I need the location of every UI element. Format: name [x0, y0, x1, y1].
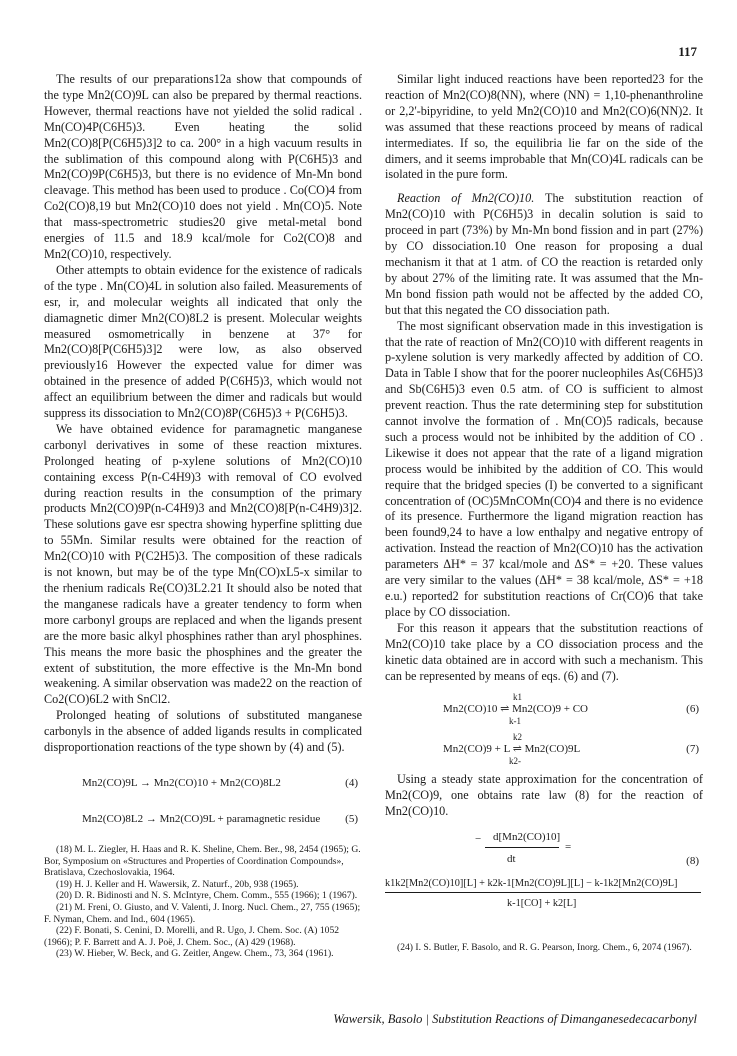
running-footer: Wawersik, Basolo | Substitution Reactions of Dimanganesedecacarbonyl — [333, 1012, 697, 1026]
equation-number: (4) — [345, 776, 358, 789]
fraction-bar — [385, 892, 701, 893]
rate-constant-reverse: k2- — [509, 756, 521, 767]
footnote: (22) F. Bonati, S. Cenini, D. Morelli, and R. Ugo, J. Chem. Soc. (A) 1052 (1966); P. F. Barrett and A. J. Poë, J. Chem. Soc., (A) 429 (1968). — [44, 925, 340, 948]
rate-constant-reverse: k-1 — [509, 716, 521, 727]
left-column — [44, 72, 362, 960]
equation-body: Mn2(CO)9L → Mn2(CO)10 + Mn2(CO)8L2 — [82, 776, 281, 789]
footnote: (21) M. Freni, O. Giusto, and V. Valenti, J. Inorg. Nucl. Chem., 27, 755 (1965); F. Nyman, Chem. and Ind., 604 (1965). — [44, 901, 361, 925]
rate-constant-forward: k2 — [513, 732, 522, 743]
equation-4 — [44, 770, 362, 798]
footnotes — [385, 942, 703, 954]
fraction-bar — [485, 847, 559, 848]
section-heading: Reaction of Mn2(CO)10. — [397, 191, 535, 206]
paragraph-text: The substitution reaction of Mn2(CO)10 with P(C6H5)3 in decalin solution is said to proceed in part (73%) by Mn-Mn bond fission and in part (27%) by CO dissociation.10 One reason for proposing a dual mechanism it that at 1 atm. of CO the reaction is retarded only by about 27% of the limiting rate. It was assumed that the Mn-Mn bond fission path would not be affected by the added CO, but that this negated the CO dissociation path. — [385, 191, 704, 317]
paragraph: We have obtained evidence for paramagnetic manganese carbonyl derivatives in some of these reaction mixtures. Prolonged heating of p-xylene solutions of Mn2(CO)10 containing excess P(n-C4H9)3 with removal of CO evolved during reaction results in the consumption of the primary products Mn2(CO)9P(n-C4H9)3 and Mn2(CO)8[P(n-C4H9)3]2. These solutions gave esr spectra showing hyperfine splitting due to 55Mn. Similar results were obtained for the reaction of Mn2(CO)10 with P(C2H5)3. The composition of these radicals is not known, but may be of the type Mn(CO)xL5-x similar to the rhenium radicals Re(CO)3L2.21 It should also be noted that the manganese radicals have a greater tendency to form when more carbonyl groups are replaced and when the ligands present are the more basic alkyl phosphines rather than aryl phosphines. This means the more basic the phosphines and the greater the extent of substitution, the more effective is the Mn-Mn bond weakening. A similar observation was made22 on the reaction of Co2(CO)6L2 with SnCl2. — [44, 421, 362, 707]
equals-sign: = — [565, 841, 572, 854]
minus-sign: − — [475, 833, 482, 846]
equation-5 — [44, 806, 362, 834]
paragraph: Using a steady state approximation for the concentration of Mn2(CO)9, one obtains rate law (8) for the reaction of Mn2(CO)10. — [385, 772, 703, 819]
rate-law-denominator: k-1[CO] + k2[L] — [507, 898, 577, 910]
footnote: (20) D. R. Bidinosti and N. S. McIntyre, Chem. Comm., 555 (1966); 1 (1967). — [56, 890, 358, 902]
footnote: (18) M. L. Ziegler, H. Haas and R. K. Sheline, Chem. Ber., 98, 2454 (1965); G. Bor, Symposium on «Structures and Properties of Coordination Compounds», Bratislava, Czechoslovakia, 1964. — [44, 843, 361, 879]
equation-body: Mn2(CO)10 ⇌ Mn2(CO)9 + CO — [443, 703, 588, 716]
footnote: (23) W. Hieber, W. Beck, and G. Zeitler, Angew. Chem., 73, 364 (1961). — [56, 948, 334, 960]
equation-number: (5) — [345, 812, 358, 825]
rate-law-numerator: k1k2[Mn2(CO)10][L] + k2k-1[Mn2(CO)9L][L] − k-1k2[Mn2(CO)9L] — [385, 878, 678, 890]
paragraph: Similar light induced reactions have been reported23 for the reaction of Mn2(CO)8(NN), where (NN) = 1,10-phenanthroline or 2,2'-bipyridine, to yeld Mn2(CO)10 and Mn2(CO)6(NN)2. It was assumed that these reactions proceed by means of radical intermediates. If so, the equilibria lie far on the side of the dimers, and it seems improbable that Mn(CO)4L radicals can be isolated in the pure form. — [385, 72, 703, 182]
equation-number: (6) — [686, 703, 699, 716]
equation-body: Mn2(CO)9 + L ⇌ Mn2(CO)9L — [443, 743, 581, 756]
footnote: (24) I. S. Butler, F. Basolo, and R. G. Pearson, Inorg. Chem., 6, 2074 (1967). — [397, 942, 692, 954]
paragraph: The most significant observation made in this investigation is that the rate of reaction of Mn2(CO)10 with different reagents in p-xylene solution is very markedly affected by addition of CO. Data in Table I show that for the poorer nucleophiles As(C6H5)3 and Sb(C6H5)3 even 0.5 atm. of CO is sufficient to almost prevent reaction. Thus the rate determining step for substitution cannot involve the formation of . Mn(CO)5 radicals, because such a process would not be inhibited by the addition of CO . Likewise it does not appear that the rate of a ligand migration process would be inhibited by the addition of CO. This would require that the bridged species (I) be converted to a significant concentration of (OC)5MnCOMn(CO)4 and there is no evidence of its presence. Furthermore the ligand migration reaction has been found9,24 to have a low enthalpy and negative entropy of activation. Instead the reaction of Mn2(CO)10 has the activation parameters ΔH* = 37 kcal/mole and ΔS* = +20. These values are very similar to the values (ΔH* = 38 kcal/mole, ΔS* = +18 e.u.) reported2 for substitution reactions of Cr(CO)6 that take place by CO dissociation. — [385, 318, 703, 619]
paragraph: Prolonged heating of solutions of substituted manganese carbonyls in the absence of added ligands results in complicated disproportionation reactions of the type shown by (4) and (5). — [44, 708, 362, 755]
paragraph — [385, 191, 703, 318]
equation-8 — [385, 830, 703, 912]
paragraph: The results of our preparations12a show that compounds of the type Mn2(CO)9L can also be prepared by thermal reactions. However, thermal reactions have not yielded the solid radical . Mn(CO)4P(C6H5)3. Even heating the solid Mn2(CO)8[P(C6H5)3]2 to ca. 200° in a high vacuum results in the sublimation of this compound along with P(C6H5)3 and Mn2(CO)9P(C6H5)3, but there is no evidence of Mn-Mn bond cleavage. This method has been used to produce . Co(CO)4 from Co2(CO)8,19 but Mn2(CO)10 does not yield . Mn(CO)5. Note that mass-spectrometric studies20 give metal-metal bond energies of 11.5 and 18.9 kcal/mole for Co2(CO)8 and Mn2(CO)10, respectively. — [44, 72, 362, 261]
page-number: 117 — [678, 44, 697, 59]
derivative-numerator: d[Mn2(CO)10] — [493, 831, 561, 844]
equation-6 — [385, 690, 703, 727]
footnote: (19) H. J. Keller and H. Wawersik, Z. Naturf., 20b, 938 (1965). — [56, 878, 299, 890]
equation-number: (8) — [686, 855, 699, 868]
paragraph: For this reason it appears that the substitution reactions of Mn2(CO)10 take place by a CO dissociation process and the kinetic data obtained are in accord with such a mechanism. This can be represented by means of eqs. (6) and (7). — [385, 620, 703, 683]
right-column — [385, 72, 703, 954]
equation-body: Mn2(CO)8L2 → Mn2(CO)9L + paramagnetic residue — [82, 812, 321, 825]
paragraph: Other attempts to obtain evidence for the existence of radicals of the type . Mn(CO)4L in solution also failed. Measurements of esr, ir, and molecular weights all indicated that only the diamagnetic dimer Mn2(CO)8L2 is present. Molecular weights measured osmometrically in benzene at 37° for Mn2(CO)8[P(C6H5)3]2 were low, as also observed previously16 However the expected value for dimer was obtained in the presence of added P(C6H5)3, which would not affect an equilibrium between the dimer and radicals but would suppress its dissociation to Mn2(CO)8P(C6H5)3 + P(C6H5)3. — [44, 262, 362, 421]
equation-number: (7) — [686, 743, 699, 756]
footnotes — [44, 844, 362, 960]
rate-constant-forward: k1 — [513, 692, 522, 703]
derivative-denominator: dt — [507, 853, 516, 866]
equation-7 — [385, 730, 703, 767]
